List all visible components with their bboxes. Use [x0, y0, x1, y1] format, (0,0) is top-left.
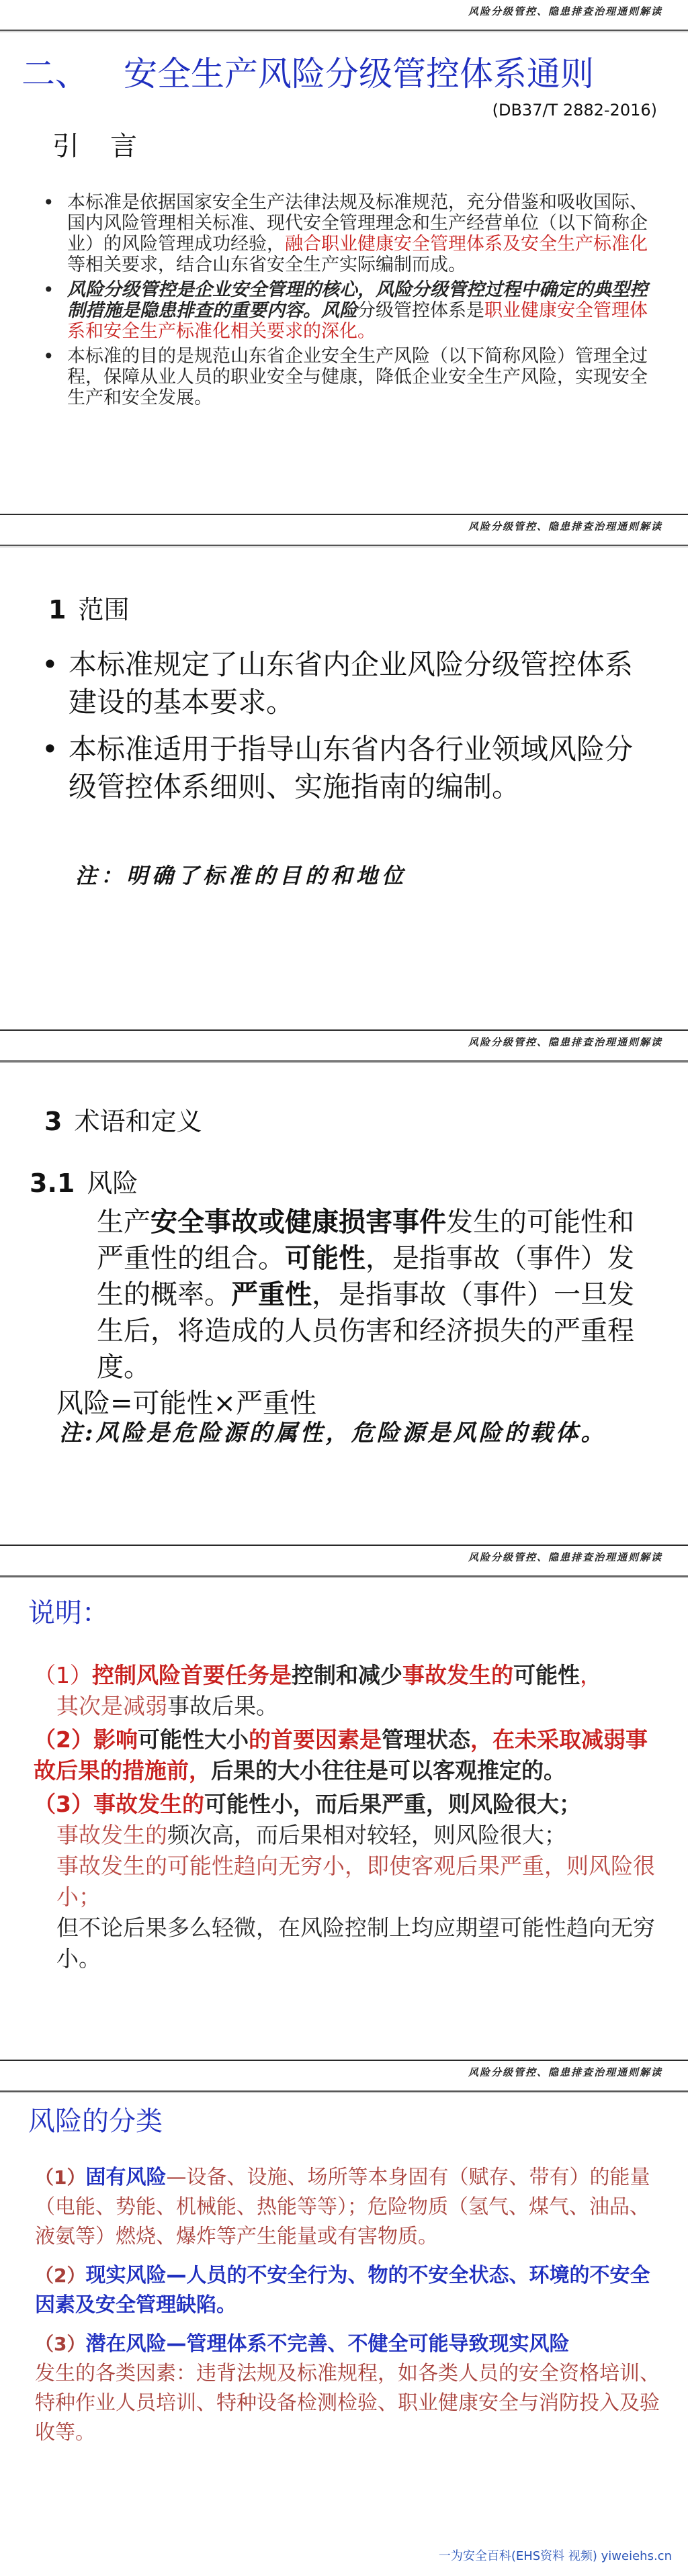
- page-title: [22, 47, 594, 95]
- point-number: （3）: [34, 1791, 93, 1817]
- point-text: 可能性大小: [137, 1727, 249, 1753]
- title-number: 二、: [22, 54, 89, 93]
- risk-type-desc: 发生的各类因素：违背法规及标准规程，如各类人员的安全资格培训、特种作业人员培训、特种设备检测检验、职业健康安全与消防投入及验收等。: [35, 2362, 660, 2444]
- risk-type-name: 现实风险: [85, 2264, 167, 2287]
- point-text: ，在未采取减弱事故后果的措施前，: [34, 1727, 648, 1784]
- risk-type-desc: —人员的不安全行为、物的不安全状态、环境的不安全 因素及安全管理缺陷。: [35, 2264, 650, 2317]
- title-text: 安全生产风险分级管控体系通则: [124, 54, 594, 93]
- point-text: 后果的大小往往是可以客观推定的。: [211, 1757, 566, 1784]
- list-item: [39, 346, 648, 408]
- risk-formula: 风险=可能性×严重性: [56, 1388, 317, 1419]
- intro-heading: 引言: [52, 131, 168, 162]
- subsection-number: 3.1: [30, 1168, 75, 1198]
- slide-header-text: 风险分级管控、隐患排查治理通则解读: [468, 520, 662, 533]
- section-title: 范围: [78, 595, 130, 625]
- def-term: 严重性: [231, 1279, 312, 1310]
- slide-header-text: 风险分级管控、隐患排查治理通则解读: [468, 1551, 662, 1563]
- explanation-subpoint: 事故发生的可能性趋向无穷小，即使客观后果严重，则风险很小；: [56, 1853, 655, 1910]
- classification-body: [35, 2163, 666, 2457]
- header-rule-thin: [0, 1577, 688, 1578]
- header-rule-thin: [0, 1062, 688, 1063]
- list-item: [39, 279, 648, 342]
- explanation-heading: 说明：: [28, 1598, 109, 1628]
- point-text: 事故发生的: [402, 1662, 513, 1688]
- def-term: 安全事故或健康损害事件: [150, 1206, 446, 1238]
- point-text: 事故后果。: [167, 1693, 278, 1719]
- def-text: 生产: [97, 1207, 150, 1238]
- header-rule: [0, 30, 688, 31]
- explanation-point-3: [34, 1789, 665, 1974]
- item-number: （1）: [35, 2166, 86, 2189]
- bullet-text: 分级管控体系是: [357, 300, 484, 321]
- def-text: ，是指事故（事件）发生的概率。: [97, 1243, 634, 1310]
- list-item: • 本标准适用于指导山东省内各行业领域风险分级管控体系细则、实施指南的编制。: [42, 731, 633, 806]
- slide-risk-classification: [0, 2061, 688, 2576]
- explanation-body: [34, 1660, 665, 1977]
- item-number: （2）: [35, 2264, 86, 2287]
- bullet-text: 本标准的目的是规范山东省企业安全生产风险（以下简称风险）管理全过程，保障从业人员的职业安全与健康，降低企业安全生产风险，实现安全生产和安全发展。: [67, 346, 648, 408]
- slide-header-text: 风险分级管控、隐患排查治理通则解读: [468, 1036, 662, 1048]
- risk-type-actual: [35, 2261, 666, 2320]
- point-text: 控制风险首要任务是: [92, 1662, 292, 1688]
- slide-header-text: 风险分级管控、隐患排查治理通则解读: [468, 5, 662, 17]
- point-number: （1）: [34, 1662, 92, 1688]
- section-number: 3: [44, 1107, 62, 1136]
- subsection-title: 风险: [87, 1168, 138, 1198]
- definition-note: 注:风险是危险源的属性，危险源是风险的载体。: [59, 1420, 607, 1446]
- point-text: 的首要因素是: [248, 1727, 382, 1753]
- slide-intro: [0, 0, 688, 514]
- scope-list: [42, 646, 633, 815]
- item-number: （3）: [35, 2333, 86, 2355]
- risk-type-name: 固有风险: [85, 2166, 167, 2189]
- point-text: 影响: [93, 1727, 138, 1753]
- point-text: 管理状态: [381, 1727, 470, 1753]
- header-rule-thin: [0, 2092, 688, 2093]
- slide-scope: [0, 515, 688, 1029]
- risk-type-name: 潜在风险: [85, 2332, 167, 2356]
- slide-definitions: [0, 1031, 688, 1545]
- point-number: （2）: [34, 1727, 93, 1753]
- section-heading: [44, 1101, 202, 1138]
- def-text: ，是指事故（事件）一旦发生后，将造成的人员伤害和经济损失的严重程度。: [97, 1279, 634, 1383]
- slide-explanation: [0, 1546, 688, 2060]
- definition-body: [56, 1204, 646, 1422]
- section-title: 术语和定义: [74, 1107, 202, 1136]
- definition-paragraph: [56, 1204, 646, 1385]
- def-text: 发生的可能性和严重性的组合。: [97, 1207, 634, 1274]
- explanation-point-2: [34, 1724, 665, 1786]
- bullet-emphasis: 风险分级管控是企业安全管理的核心，风险分级管控过程中确定的典型控制措施是隐患排查的重要内容。风险: [67, 279, 648, 321]
- list-item: • 本标准规定了山东省内企业风险分级管控体系建设的基本要求。: [42, 646, 633, 721]
- section-number: 1: [48, 595, 67, 625]
- risk-type-desc: —管理体系不完善、不健全可能导致现实风险: [166, 2332, 570, 2356]
- list-item: [39, 192, 648, 275]
- scope-note: 注：明确了标准的目的和地位: [75, 863, 408, 888]
- slide-header-text: 风险分级管控、隐患排查治理通则解读: [468, 2066, 662, 2078]
- section-heading: [48, 589, 129, 626]
- standard-code: (DB37/T 2882-2016): [492, 101, 657, 120]
- point-text: 控制和减少: [292, 1662, 402, 1688]
- point-text: 可能性小，而后果严重，则风险很大；: [204, 1791, 581, 1817]
- def-term: 可能性: [285, 1242, 366, 1274]
- footer-source: 一为安全百科(EHS资料 视频) yiweiehs.cn: [438, 2549, 672, 2563]
- point-text: 频次高，而后果相对较轻，则风险很大；: [167, 1822, 566, 1848]
- bullet-text: 本标准是依据国家安全生产法律法规及标准规范，充分借鉴和吸收国际、国内风险管理相关标准、现代安全管理理念和生产经营单位（以下简称企业）的风险管理成功经验，: [67, 192, 648, 255]
- bullet-text: 等相关要求，结合山东省安全生产实际编制而成。: [67, 255, 466, 275]
- header-rule: [0, 1060, 688, 1062]
- point-text: 事故发生的: [56, 1822, 167, 1848]
- bullet-highlight: 职业健康安全管理体系和安全生产标准化相关要求的深化。: [67, 300, 648, 342]
- risk-type-potential: [35, 2330, 666, 2448]
- header-rule: [0, 2090, 688, 2092]
- classification-heading: 风险的分类: [28, 2106, 163, 2137]
- explanation-subpoint: 但不论后果多么轻微，在风险控制上均应期望可能性趋向无穷小。: [56, 1915, 655, 1972]
- risk-type-inherent: [35, 2163, 666, 2252]
- explanation-subpoint: [34, 1820, 665, 1851]
- header-rule: [0, 1575, 688, 1577]
- point-text: 可能性: [513, 1662, 580, 1688]
- risk-type-desc: —设备、设施、场所等本身固有（赋存、带有）的能量（电能、势能、机械能、热能等等）；危险物质（氢气、煤气、油品、液氨等）燃烧、爆炸等产生能量或有害物质。: [35, 2166, 650, 2248]
- point-text: 事故发生的: [93, 1791, 204, 1817]
- intro-bullet-list: [39, 192, 648, 412]
- bullet-highlight: 融合职业健康安全管理体系及安全生产标准化: [285, 234, 648, 255]
- explanation-point-1: [34, 1660, 665, 1722]
- header-rule: [0, 545, 688, 546]
- subsection-heading: [30, 1162, 138, 1199]
- point-text: ，: [580, 1662, 602, 1688]
- point-text: 其次是减弱: [56, 1693, 167, 1719]
